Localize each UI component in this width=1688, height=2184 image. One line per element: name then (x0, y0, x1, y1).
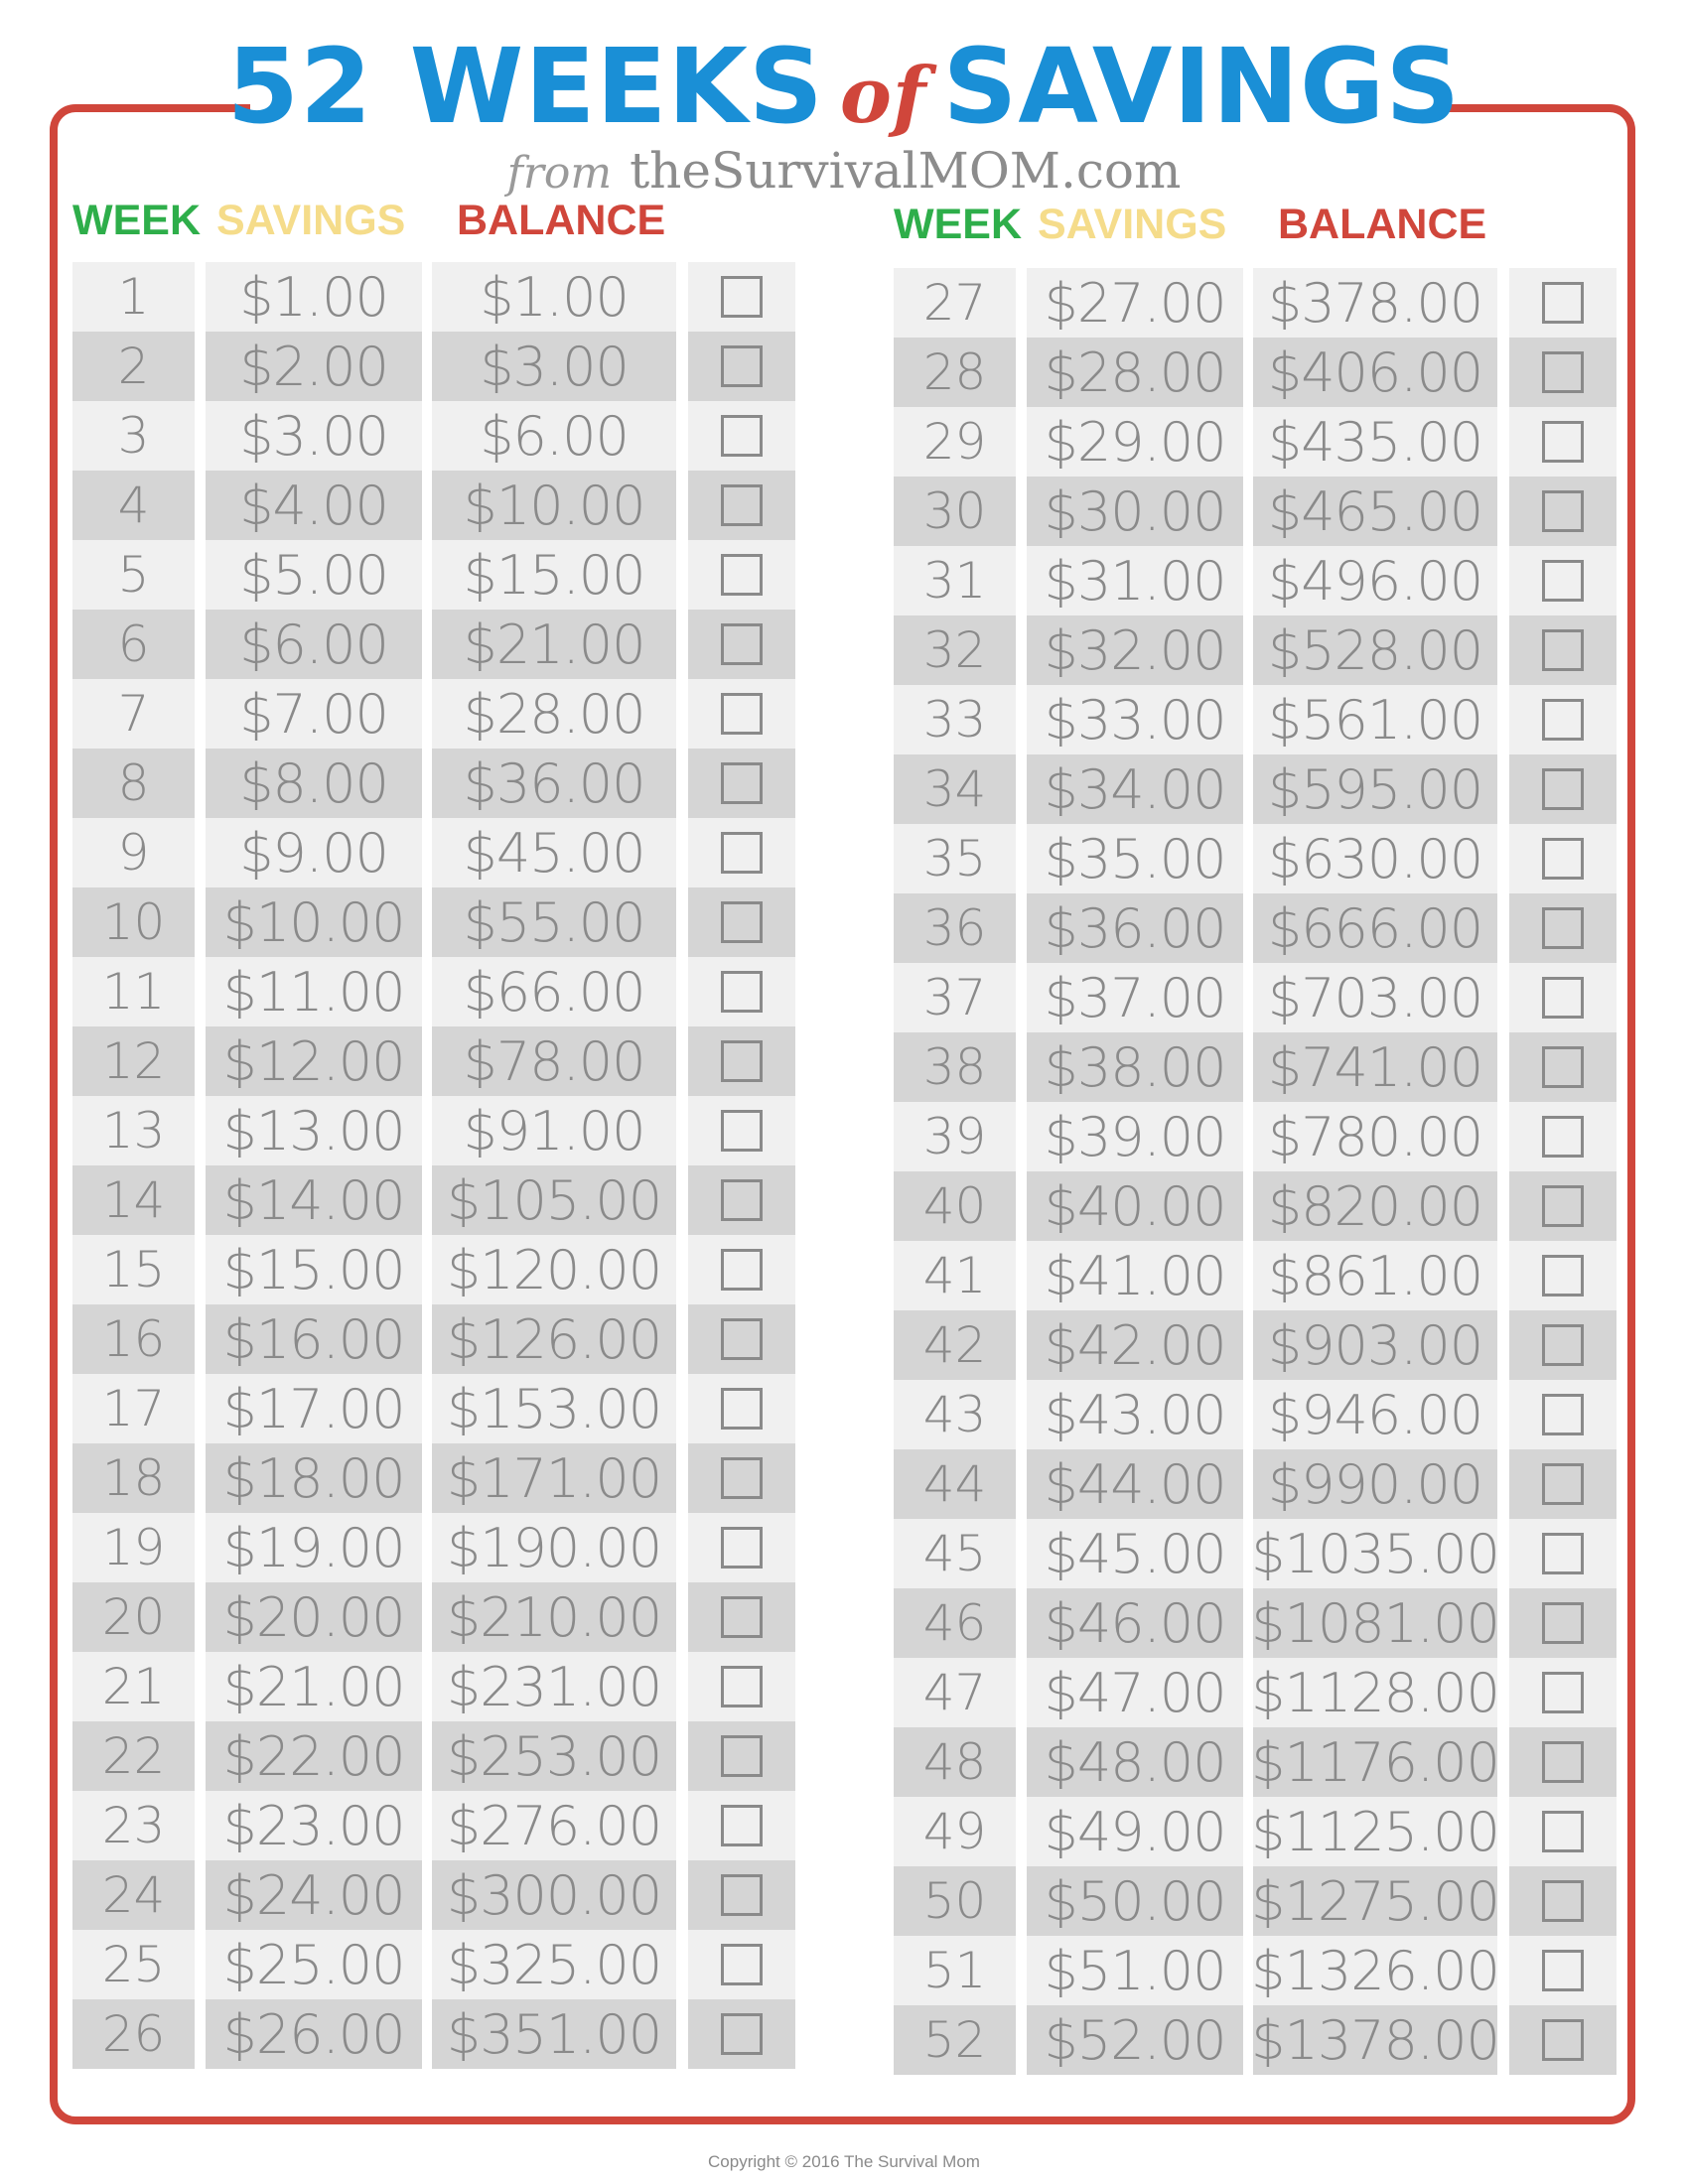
checkbox-cell (688, 1026, 795, 1096)
savings-amount: $44.00 (1027, 1449, 1243, 1519)
checkbox-cell (1509, 893, 1617, 963)
savings-amount: $30.00 (1027, 477, 1243, 546)
savings-amount: $41.00 (1027, 1241, 1243, 1310)
balance-amount: $276.00 (432, 1791, 676, 1860)
checkbox-cell (688, 540, 795, 610)
balance-amount: $171.00 (432, 1443, 676, 1513)
week-number: 19 (72, 1513, 195, 1582)
week-number: 40 (894, 1171, 1016, 1241)
week-checkbox[interactable] (721, 1735, 763, 1777)
checkbox-cell (1509, 477, 1617, 546)
week-checkbox[interactable] (721, 276, 763, 318)
checkbox-cell (1509, 2005, 1617, 2075)
savings-amount: $1.00 (206, 262, 422, 332)
week-checkbox[interactable] (1542, 1324, 1584, 1366)
balance-amount: $946.00 (1253, 1380, 1497, 1449)
checkbox-cell (1509, 1519, 1617, 1588)
checkbox-cell (1509, 268, 1617, 338)
week-checkbox[interactable] (721, 1805, 763, 1846)
checkbox-cell (1509, 338, 1617, 407)
week-column (72, 262, 195, 2069)
balance-amount: $325.00 (432, 1930, 676, 1999)
savings-amount: $26.00 (206, 1999, 422, 2069)
week-checkbox[interactable] (721, 762, 763, 804)
week-checkbox[interactable] (1542, 838, 1584, 880)
week-checkbox[interactable] (721, 1874, 763, 1916)
balance-amount: $666.00 (1253, 893, 1497, 963)
balance-amount: $561.00 (1253, 685, 1497, 754)
balance-amount: $990.00 (1253, 1449, 1497, 1519)
savings-amount: $17.00 (206, 1374, 422, 1443)
balance-amount: $91.00 (432, 1096, 676, 1165)
checkbox-cell (688, 1165, 795, 1235)
week-number: 39 (894, 1102, 1016, 1171)
checkbox-cell (688, 1374, 795, 1443)
savings-amount: $39.00 (1027, 1102, 1243, 1171)
week-number: 25 (72, 1930, 195, 1999)
week-number: 48 (894, 1727, 1016, 1797)
balance-amount: $55.00 (432, 887, 676, 957)
checkbox-cell (688, 1860, 795, 1930)
checkbox-column (1509, 268, 1617, 2075)
week-number: 38 (894, 1032, 1016, 1102)
checkbox-cell (1509, 1380, 1617, 1449)
savings-amount: $29.00 (1027, 407, 1243, 477)
balance-amount: $861.00 (1253, 1241, 1497, 1310)
savings-amount: $42.00 (1027, 1310, 1243, 1380)
title-part-2: SAVINGS (942, 26, 1462, 147)
balance-amount: $1326.00 (1253, 1936, 1497, 2005)
checkbox-cell (1509, 1797, 1617, 1866)
savings-amount: $4.00 (206, 471, 422, 540)
savings-amount: $21.00 (206, 1652, 422, 1721)
week-checkbox[interactable] (1542, 351, 1584, 393)
savings-amount: $49.00 (1027, 1797, 1243, 1866)
week-checkbox[interactable] (721, 1527, 763, 1569)
balance-amount: $1128.00 (1253, 1658, 1497, 1727)
checkbox-cell (1509, 1658, 1617, 1727)
week-number: 13 (72, 1096, 195, 1165)
savings-amount: $13.00 (206, 1096, 422, 1165)
savings-amount: $16.00 (206, 1304, 422, 1374)
balance-amount: $1.00 (432, 262, 676, 332)
week-number: 41 (894, 1241, 1016, 1310)
week-checkbox[interactable] (1542, 699, 1584, 741)
checkbox-cell (688, 818, 795, 887)
savings-amount: $25.00 (206, 1930, 422, 1999)
week-checkbox[interactable] (721, 623, 763, 665)
week-number: 6 (72, 610, 195, 679)
checkbox-cell (1509, 546, 1617, 615)
week-checkbox[interactable] (721, 1596, 763, 1638)
checkbox-cell (1509, 1102, 1617, 1171)
week-number: 28 (894, 338, 1016, 407)
week-checkbox[interactable] (721, 693, 763, 735)
savings-amount: $8.00 (206, 749, 422, 818)
week-number: 52 (894, 2005, 1016, 2075)
week-number: 26 (72, 1999, 195, 2069)
week-checkbox[interactable] (1542, 1046, 1584, 1088)
week-number: 31 (894, 546, 1016, 615)
balance-amount: $1275.00 (1253, 1866, 1497, 1936)
savings-amount: $22.00 (206, 1721, 422, 1791)
checkbox-cell (1509, 1727, 1617, 1797)
subtitle (250, 142, 1438, 200)
savings-amount: $20.00 (206, 1582, 422, 1652)
balance-amount: $253.00 (432, 1721, 676, 1791)
week-checkbox[interactable] (721, 901, 763, 943)
balance-amount: $28.00 (432, 679, 676, 749)
week-checkbox[interactable] (721, 554, 763, 596)
savings-amount: $3.00 (206, 401, 422, 471)
week-number: 50 (894, 1866, 1016, 1936)
week-number: 29 (894, 407, 1016, 477)
checkbox-cell (688, 1443, 795, 1513)
savings-amount: $11.00 (206, 957, 422, 1026)
week-checkbox[interactable] (1542, 421, 1584, 463)
balance-column (1253, 268, 1497, 2075)
week-checkbox[interactable] (1542, 1741, 1584, 1783)
balance-amount: $45.00 (432, 818, 676, 887)
checkbox-cell (1509, 615, 1617, 685)
week-checkbox[interactable] (721, 1318, 763, 1360)
balance-amount: $15.00 (432, 540, 676, 610)
week-checkbox[interactable] (1542, 1255, 1584, 1297)
week-checkbox[interactable] (1542, 490, 1584, 532)
week-checkbox[interactable] (1542, 1950, 1584, 1991)
copyright-text: Copyright © 2016 The Survival Mom (708, 2152, 980, 2171)
balance-amount: $1035.00 (1253, 1519, 1497, 1588)
week-number: 21 (72, 1652, 195, 1721)
header-balance: BALANCE (457, 197, 666, 244)
balance-amount: $300.00 (432, 1860, 676, 1930)
checkbox-cell (688, 957, 795, 1026)
balance-amount: $3.00 (432, 332, 676, 401)
week-number: 18 (72, 1443, 195, 1513)
week-checkbox[interactable] (1542, 1533, 1584, 1574)
balance-amount: $1081.00 (1253, 1588, 1497, 1658)
week-number: 17 (72, 1374, 195, 1443)
savings-amount: $18.00 (206, 1443, 422, 1513)
title-part-1: 52 WEEKS (226, 26, 824, 147)
savings-amount: $14.00 (206, 1165, 422, 1235)
balance-amount: $820.00 (1253, 1171, 1497, 1241)
header-balance: BALANCE (1278, 201, 1487, 248)
week-number: 51 (894, 1936, 1016, 2005)
balance-amount: $1176.00 (1253, 1727, 1497, 1797)
checkbox-cell (688, 262, 795, 332)
week-checkbox[interactable] (1542, 907, 1584, 949)
savings-amount: $36.00 (1027, 893, 1243, 963)
checkbox-cell (688, 1304, 795, 1374)
checkbox-cell (1509, 1588, 1617, 1658)
week-number: 34 (894, 754, 1016, 824)
week-checkbox[interactable] (1542, 2019, 1584, 2061)
balance-amount: $105.00 (432, 1165, 676, 1235)
week-number: 1 (72, 262, 195, 332)
week-number: 35 (894, 824, 1016, 893)
week-number: 46 (894, 1588, 1016, 1658)
savings-amount: $19.00 (206, 1513, 422, 1582)
week-column (894, 268, 1016, 2075)
savings-amount: $43.00 (1027, 1380, 1243, 1449)
balance-amount: $120.00 (432, 1235, 676, 1304)
savings-amount: $37.00 (1027, 963, 1243, 1032)
week-number: 3 (72, 401, 195, 471)
balance-amount: $210.00 (432, 1582, 676, 1652)
checkbox-cell (1509, 824, 1617, 893)
savings-amount: $51.00 (1027, 1936, 1243, 2005)
week-number: 27 (894, 268, 1016, 338)
week-number: 44 (894, 1449, 1016, 1519)
checkbox-cell (1509, 754, 1617, 824)
week-number: 47 (894, 1658, 1016, 1727)
page-title (226, 26, 1462, 147)
savings-column (1027, 268, 1243, 2075)
savings-amount: $47.00 (1027, 1658, 1243, 1727)
balance-amount: $231.00 (432, 1652, 676, 1721)
week-number: 9 (72, 818, 195, 887)
week-checkbox[interactable] (721, 1666, 763, 1707)
week-number: 30 (894, 477, 1016, 546)
balance-amount: $21.00 (432, 610, 676, 679)
savings-amount: $7.00 (206, 679, 422, 749)
savings-amount: $52.00 (1027, 2005, 1243, 2075)
week-checkbox[interactable] (1542, 1116, 1584, 1158)
savings-amount: $23.00 (206, 1791, 422, 1860)
week-checkbox[interactable] (721, 345, 763, 387)
checkbox-cell (1509, 963, 1617, 1032)
balance-amount: $378.00 (1253, 268, 1497, 338)
savings-amount: $40.00 (1027, 1171, 1243, 1241)
checkbox-column (688, 262, 795, 2069)
checkbox-cell (1509, 1449, 1617, 1519)
savings-amount: $10.00 (206, 887, 422, 957)
savings-amount: $9.00 (206, 818, 422, 887)
title-of: of (839, 51, 927, 141)
week-checkbox[interactable] (721, 484, 763, 526)
title-block (226, 26, 1462, 200)
week-checkbox[interactable] (1542, 1880, 1584, 1922)
balance-amount: $190.00 (432, 1513, 676, 1582)
week-number: 11 (72, 957, 195, 1026)
week-number: 8 (72, 749, 195, 818)
checkbox-cell (1509, 1936, 1617, 2005)
week-number: 15 (72, 1235, 195, 1304)
balance-amount: $36.00 (432, 749, 676, 818)
week-checkbox[interactable] (1542, 1602, 1584, 1644)
week-checkbox[interactable] (1542, 768, 1584, 810)
savings-amount: $12.00 (206, 1026, 422, 1096)
week-checkbox[interactable] (721, 415, 763, 457)
week-number: 24 (72, 1860, 195, 1930)
savings-amount: $27.00 (1027, 268, 1243, 338)
checkbox-cell (688, 471, 795, 540)
checkbox-cell (1509, 1241, 1617, 1310)
week-checkbox[interactable] (721, 1179, 763, 1221)
balance-amount: $153.00 (432, 1374, 676, 1443)
week-checkbox[interactable] (721, 1457, 763, 1499)
balance-amount: $528.00 (1253, 615, 1497, 685)
week-number: 12 (72, 1026, 195, 1096)
week-number: 43 (894, 1380, 1016, 1449)
week-checkbox[interactable] (721, 832, 763, 874)
checkbox-cell (688, 887, 795, 957)
checkbox-cell (688, 1096, 795, 1165)
checkbox-cell (688, 679, 795, 749)
week-checkbox[interactable] (1542, 1811, 1584, 1852)
week-checkbox[interactable] (721, 1110, 763, 1152)
savings-amount: $28.00 (1027, 338, 1243, 407)
week-checkbox[interactable] (1542, 1672, 1584, 1713)
balance-column (432, 262, 676, 2069)
balance-amount: $630.00 (1253, 824, 1497, 893)
savings-amount: $46.00 (1027, 1588, 1243, 1658)
header-week: WEEK (894, 201, 1022, 248)
balance-amount: $703.00 (1253, 963, 1497, 1032)
balance-amount: $126.00 (432, 1304, 676, 1374)
week-number: 42 (894, 1310, 1016, 1380)
header-week: WEEK (72, 197, 201, 244)
checkbox-cell (1509, 685, 1617, 754)
week-number: 32 (894, 615, 1016, 685)
week-number: 14 (72, 1165, 195, 1235)
subtitle-site: theSurvivalMOM.com (630, 142, 1182, 200)
balance-amount: $741.00 (1253, 1032, 1497, 1102)
savings-column (206, 262, 422, 2069)
week-checkbox[interactable] (721, 1388, 763, 1430)
week-checkbox[interactable] (1542, 560, 1584, 602)
week-checkbox[interactable] (1542, 977, 1584, 1019)
balance-amount: $406.00 (1253, 338, 1497, 407)
week-number: 23 (72, 1791, 195, 1860)
checkbox-cell (688, 1930, 795, 1999)
checkbox-cell (688, 1513, 795, 1582)
checkbox-cell (688, 610, 795, 679)
week-number: 4 (72, 471, 195, 540)
savings-amount: $32.00 (1027, 615, 1243, 685)
balance-amount: $66.00 (432, 957, 676, 1026)
balance-amount: $903.00 (1253, 1310, 1497, 1380)
week-checkbox[interactable] (1542, 1394, 1584, 1435)
week-number: 5 (72, 540, 195, 610)
checkbox-cell (1509, 1171, 1617, 1241)
balance-amount: $1378.00 (1253, 2005, 1497, 2075)
week-checkbox[interactable] (721, 1249, 763, 1291)
savings-amount: $24.00 (206, 1860, 422, 1930)
week-number: 49 (894, 1797, 1016, 1866)
balance-amount: $1125.00 (1253, 1797, 1497, 1866)
header-savings: SAVINGS (216, 197, 406, 244)
week-number: 16 (72, 1304, 195, 1374)
savings-amount: $45.00 (1027, 1519, 1243, 1588)
savings-amount: $34.00 (1027, 754, 1243, 824)
checkbox-cell (688, 1235, 795, 1304)
checkbox-cell (1509, 1032, 1617, 1102)
checkbox-cell (1509, 1310, 1617, 1380)
savings-amount: $33.00 (1027, 685, 1243, 754)
week-checkbox[interactable] (721, 2013, 763, 2055)
savings-amount: $48.00 (1027, 1727, 1243, 1797)
checkbox-cell (688, 401, 795, 471)
savings-amount: $50.00 (1027, 1866, 1243, 1936)
week-number: 36 (894, 893, 1016, 963)
savings-amount: $31.00 (1027, 546, 1243, 615)
checkbox-cell (688, 1791, 795, 1860)
week-number: 7 (72, 679, 195, 749)
checkbox-cell (688, 1999, 795, 2069)
header-savings: SAVINGS (1038, 201, 1227, 248)
balance-amount: $435.00 (1253, 407, 1497, 477)
checkbox-cell (688, 1721, 795, 1791)
savings-amount: $5.00 (206, 540, 422, 610)
subtitle-from: from (506, 148, 613, 199)
checkbox-cell (688, 332, 795, 401)
week-checkbox[interactable] (721, 1040, 763, 1082)
week-number: 37 (894, 963, 1016, 1032)
balance-amount: $496.00 (1253, 546, 1497, 615)
checkbox-cell (688, 1652, 795, 1721)
checkbox-cell (688, 1582, 795, 1652)
week-checkbox[interactable] (721, 971, 763, 1013)
balance-amount: $465.00 (1253, 477, 1497, 546)
balance-amount: $6.00 (432, 401, 676, 471)
checkbox-cell (688, 749, 795, 818)
week-number: 33 (894, 685, 1016, 754)
savings-amount: $35.00 (1027, 824, 1243, 893)
week-checkbox[interactable] (1542, 282, 1584, 324)
week-number: 10 (72, 887, 195, 957)
savings-amount: $6.00 (206, 610, 422, 679)
checkbox-cell (1509, 407, 1617, 477)
week-checkbox[interactable] (721, 1944, 763, 1985)
balance-amount: $10.00 (432, 471, 676, 540)
balance-amount: $78.00 (432, 1026, 676, 1096)
week-number: 45 (894, 1519, 1016, 1588)
week-checkbox[interactable] (1542, 1185, 1584, 1227)
week-checkbox[interactable] (1542, 629, 1584, 671)
savings-amount: $38.00 (1027, 1032, 1243, 1102)
checkbox-cell (1509, 1866, 1617, 1936)
week-number: 22 (72, 1721, 195, 1791)
balance-amount: $351.00 (432, 1999, 676, 2069)
week-checkbox[interactable] (1542, 1463, 1584, 1505)
week-number: 2 (72, 332, 195, 401)
savings-amount: $2.00 (206, 332, 422, 401)
savings-amount: $15.00 (206, 1235, 422, 1304)
balance-amount: $595.00 (1253, 754, 1497, 824)
balance-amount: $780.00 (1253, 1102, 1497, 1171)
week-number: 20 (72, 1582, 195, 1652)
